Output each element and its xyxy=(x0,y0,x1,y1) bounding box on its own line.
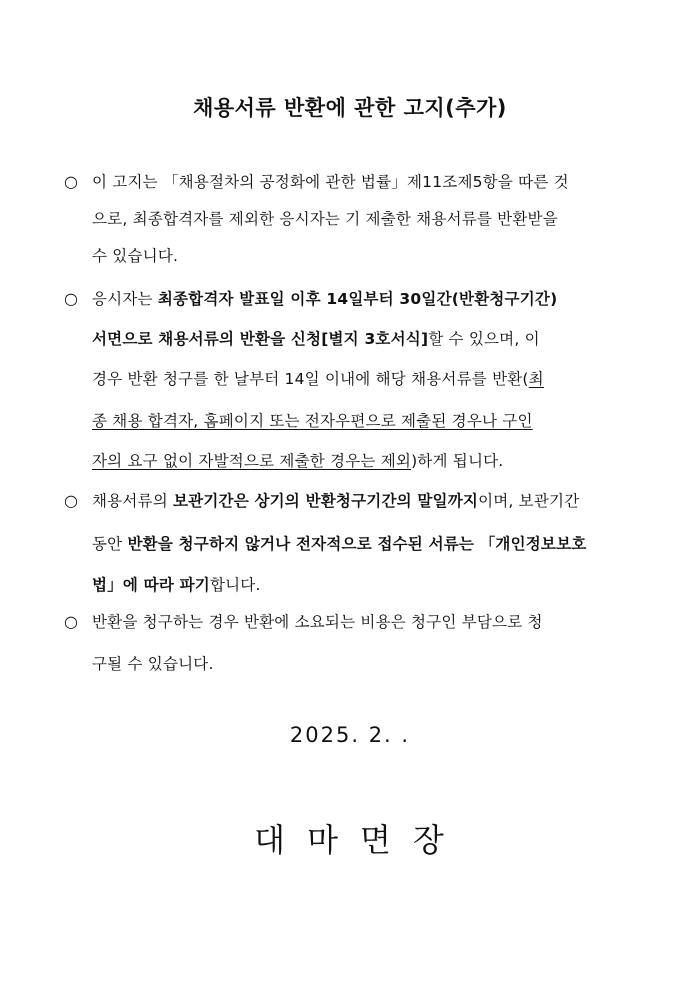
bullet-circle: ○ xyxy=(64,491,79,510)
item-3-line-3: 법」에 따라 파기합니다. xyxy=(92,576,261,594)
item-1-line-1: ○ 이 고지는 「채용절차의 공정화에 관한 법률」제11조제5항을 따른 것 xyxy=(64,169,569,195)
item-3-line-1: ○ 채용서류의 보관기간은 상기의 반환청구기간의 말일까지이며, 보관기간 xyxy=(64,488,579,514)
item-1-line-3: 수 있습니다. xyxy=(92,247,179,265)
item-4-line-2: 구될 수 있습니다. xyxy=(92,655,214,673)
item-3-line-2: 동안 반환을 청구하지 않거나 전자적으로 접수된 서류는 「개인정보보호 xyxy=(92,535,587,553)
item-1-line-2: 으로, 최종합격자를 제외한 응시자는 기 제출한 채용서류를 반환받을 xyxy=(92,210,558,228)
bullet-circle: ○ xyxy=(64,612,79,631)
item-2-line-1: ○ 응시자는 최종합격자 발표일 이후 14일부터 30일간(반환청구기간) xyxy=(64,286,557,312)
item-2-line-2: 서면으로 채용서류의 반환을 신청[별지 3호서식]할 수 있으며, 이 xyxy=(92,330,540,348)
issuer-signature: 대마면장 xyxy=(254,821,466,859)
bullet-circle: ○ xyxy=(64,172,79,191)
page-title: 채용서류 반환에 관한 고지(추가) xyxy=(193,96,507,120)
bullet-circle: ○ xyxy=(64,289,79,308)
item-4-line-1: ○ 반환을 청구하는 경우 반환에 소요되는 비용은 청구인 부담으로 청 xyxy=(64,609,543,635)
notice-date: 2025. 2. . xyxy=(289,723,411,747)
item-2-line-3: 경우 반환 청구를 한 날부터 14일 이내에 해당 채용서류를 반환(최 xyxy=(92,370,544,388)
item-2-line-4: 종 채용 합격자, 홈페이지 또는 전자우편으로 제출된 경우나 구인 xyxy=(92,412,533,430)
item-2-line-5: 자의 요구 없이 자발적으로 제출한 경우는 제외)하게 됩니다. xyxy=(92,452,504,470)
